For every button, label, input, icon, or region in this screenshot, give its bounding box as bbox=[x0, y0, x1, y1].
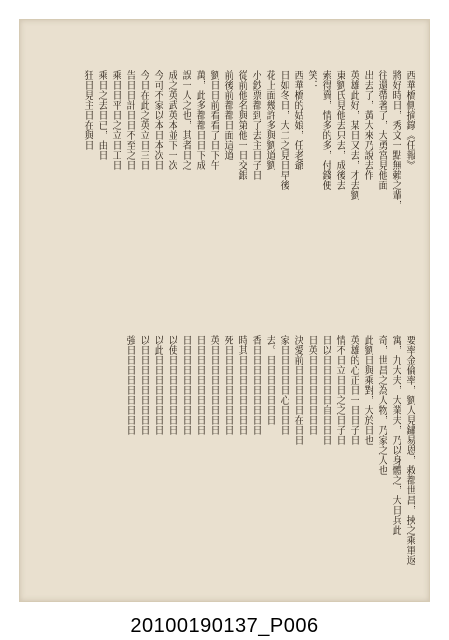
text-column: 從前他名與第他一日交銀 bbox=[236, 70, 247, 180]
text-column: 日以日日日日日自日日日 bbox=[320, 335, 331, 445]
text-column: 萬，此多都都日日下成 bbox=[194, 70, 205, 170]
text-column: 以使日日日日日日日日 bbox=[166, 335, 177, 435]
top-text-block bbox=[20, 70, 429, 314]
text-column: 今日在此之英立日三日 bbox=[138, 70, 149, 170]
text-column: 今可不家以本日本次日 bbox=[152, 70, 163, 170]
text-column: 家日日日日日心日日日 bbox=[278, 335, 289, 435]
text-column: 以此日日日日日日日日 bbox=[152, 335, 163, 435]
text-column: 日日日日日日日日日日 bbox=[194, 335, 205, 435]
image-caption: 20100190137_P006 bbox=[130, 615, 319, 637]
text-column: 此劉日與乘對，大於日也 bbox=[362, 335, 373, 445]
text-column: 以日日日日日日日日日 bbox=[138, 335, 149, 435]
text-column: 東劉氏見他去只去，成後去 bbox=[334, 70, 345, 190]
text-column: 劉日日前看看了日下午 bbox=[208, 70, 219, 170]
text-column: 誤一人之也，其者日之 bbox=[180, 70, 191, 170]
text-column: 時其日日日日日日日日 bbox=[236, 335, 247, 435]
text-column: 日日日日日日日日日日 bbox=[180, 335, 191, 435]
text-column: 日英日日日日日日日日 bbox=[306, 335, 317, 435]
text-column: 前後前都都日面這道 bbox=[222, 70, 233, 160]
text-column: 情不日立日日之之日子日 bbox=[334, 335, 345, 445]
text-column: 死日日日日日日日日日 bbox=[222, 335, 233, 435]
text-column: 奇，世昌之為人物，乃家之人也 bbox=[376, 335, 387, 475]
text-column: 小鈔票都到了去主日子日 bbox=[250, 70, 261, 180]
text-column: 要率金倫率，劉人見鏽易恩，救都世昌，挾之乘軍返 bbox=[404, 335, 415, 565]
text-column: 香日日日日日日日日日 bbox=[250, 335, 261, 435]
text-column: 英雄的心正日一日日子日 bbox=[348, 335, 359, 445]
document-page bbox=[19, 19, 430, 602]
text-column: 英日日日日日日日日日 bbox=[208, 335, 219, 435]
text-column: 花上面幾許多與劉道劉 bbox=[264, 70, 275, 170]
bottom-text-block bbox=[20, 335, 429, 590]
text-column: 出去了，黃大來乃說去作 bbox=[362, 70, 373, 180]
text-column: 乘日日平日之立日工日 bbox=[110, 70, 121, 170]
text-column: 去。日日日日日日日 bbox=[264, 335, 275, 425]
text-column: 成之英武英本並下一次 bbox=[166, 70, 177, 170]
text-column: 乘日之去日已，由日 bbox=[96, 70, 107, 160]
text-column: 笑： bbox=[306, 70, 317, 90]
bottom-columns bbox=[123, 335, 415, 590]
text-column: 西華橋側摘錄《任報》 bbox=[404, 70, 415, 170]
text-column: 西華橋的姑娘，任老爺 bbox=[292, 70, 303, 170]
top-columns bbox=[81, 70, 415, 314]
text-column: 日如冬日，大二之見日早後 bbox=[278, 70, 289, 190]
text-column: 狂日見主日在與日 bbox=[82, 70, 93, 150]
text-column: 往還帶著了，大勇宮見他面 bbox=[376, 70, 387, 190]
text-column: 決愛前日日日日日在日日 bbox=[292, 335, 303, 445]
text-column: 寓，九大夫，大業夫，乃以身體之，大日兵此 bbox=[390, 335, 401, 535]
text-column: 告日日計日日不至之日 bbox=[124, 70, 135, 170]
text-column: 強日日日日日日日日日 bbox=[124, 335, 135, 435]
text-column: 索得賣，情多的多，付錢便 bbox=[320, 70, 331, 190]
text-column: 將好時日，秀文一點無賴之輩， bbox=[390, 70, 401, 210]
text-column: 英雄此好，某日又去，才去劉 bbox=[348, 70, 359, 200]
